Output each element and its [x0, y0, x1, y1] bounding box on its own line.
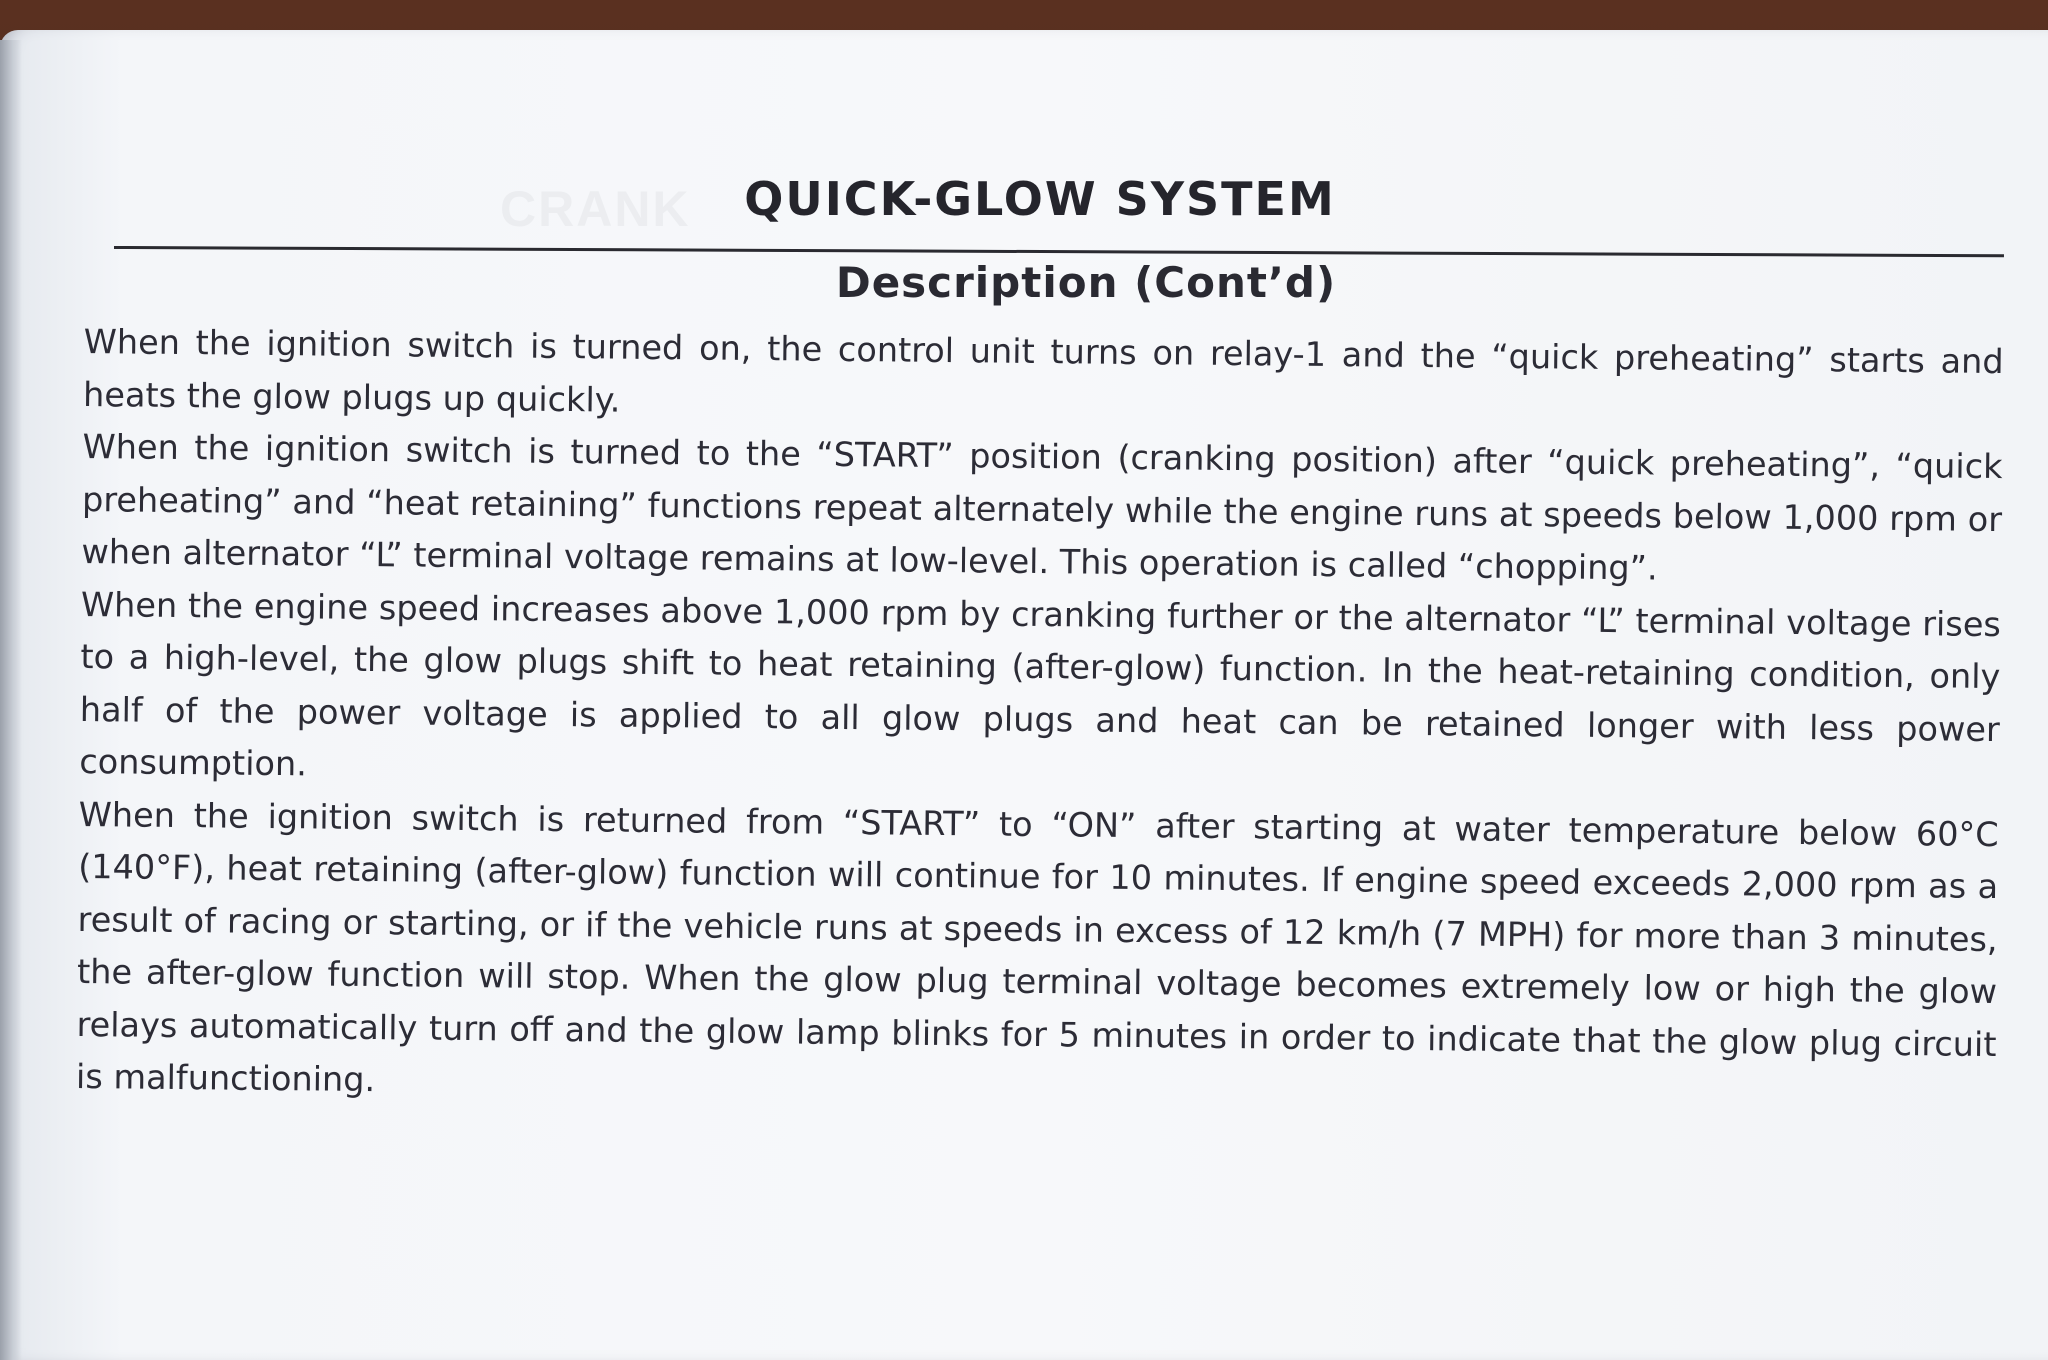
- description-body: [76, 316, 2004, 1124]
- paragraph-3: When the engine speed increases above 1,000 rpm by cranking further or the alternator “L” terminal voltage rises to a high-level, the glow plugs shift to heat retaining (after-glow) function. In the heat-retaining condition, only half of the power voltage is applied to all glow plugs and heat can be retained longer with less power consumption.: [79, 584, 2002, 784]
- paragraph-4: When the ignition switch is returned from “START” to “ON” after starting at water temperature below 60°C (140°F), heat retaining (after-glow) function will continue for 10 minutes. If engine speed exceeds 2,000 rpm as a result of racing or starting, or if the vehicle runs at speeds in excess of 12 km/h (7 MPH) for more than 3 minutes, the after-glow function will stop. When the glow plug terminal voltage becomes extremely low or high the glow relays automatically turn off and the glow lamp blinks for 5 minutes in order to indicate that the glow plug circuit is malfunctioning.: [75, 794, 1999, 1100]
- paragraph-1: When the ignition switch is turned on, the control unit turns on relay-1 and the “quick preheating” starts and heats the glow plugs up quickly.: [82, 321, 2004, 420]
- page-title: QUICK-GLOW SYSTEM: [744, 172, 1336, 226]
- section-subtitle: Description (Cont’d): [835, 258, 1337, 307]
- page-edge: [0, 40, 22, 1360]
- show-through-text: CRANK: [500, 181, 691, 237]
- paragraph-2: When the ignition switch is turned to the “START” position (cranking position) after “quick preheating”, “quick preheating” and “heat retaining” functions repeat alternately while the engine runs at speeds below 1,000 rpm or when alternator “L” terminal voltage remains at low-level. This operation is called “chopping”.: [81, 426, 2003, 588]
